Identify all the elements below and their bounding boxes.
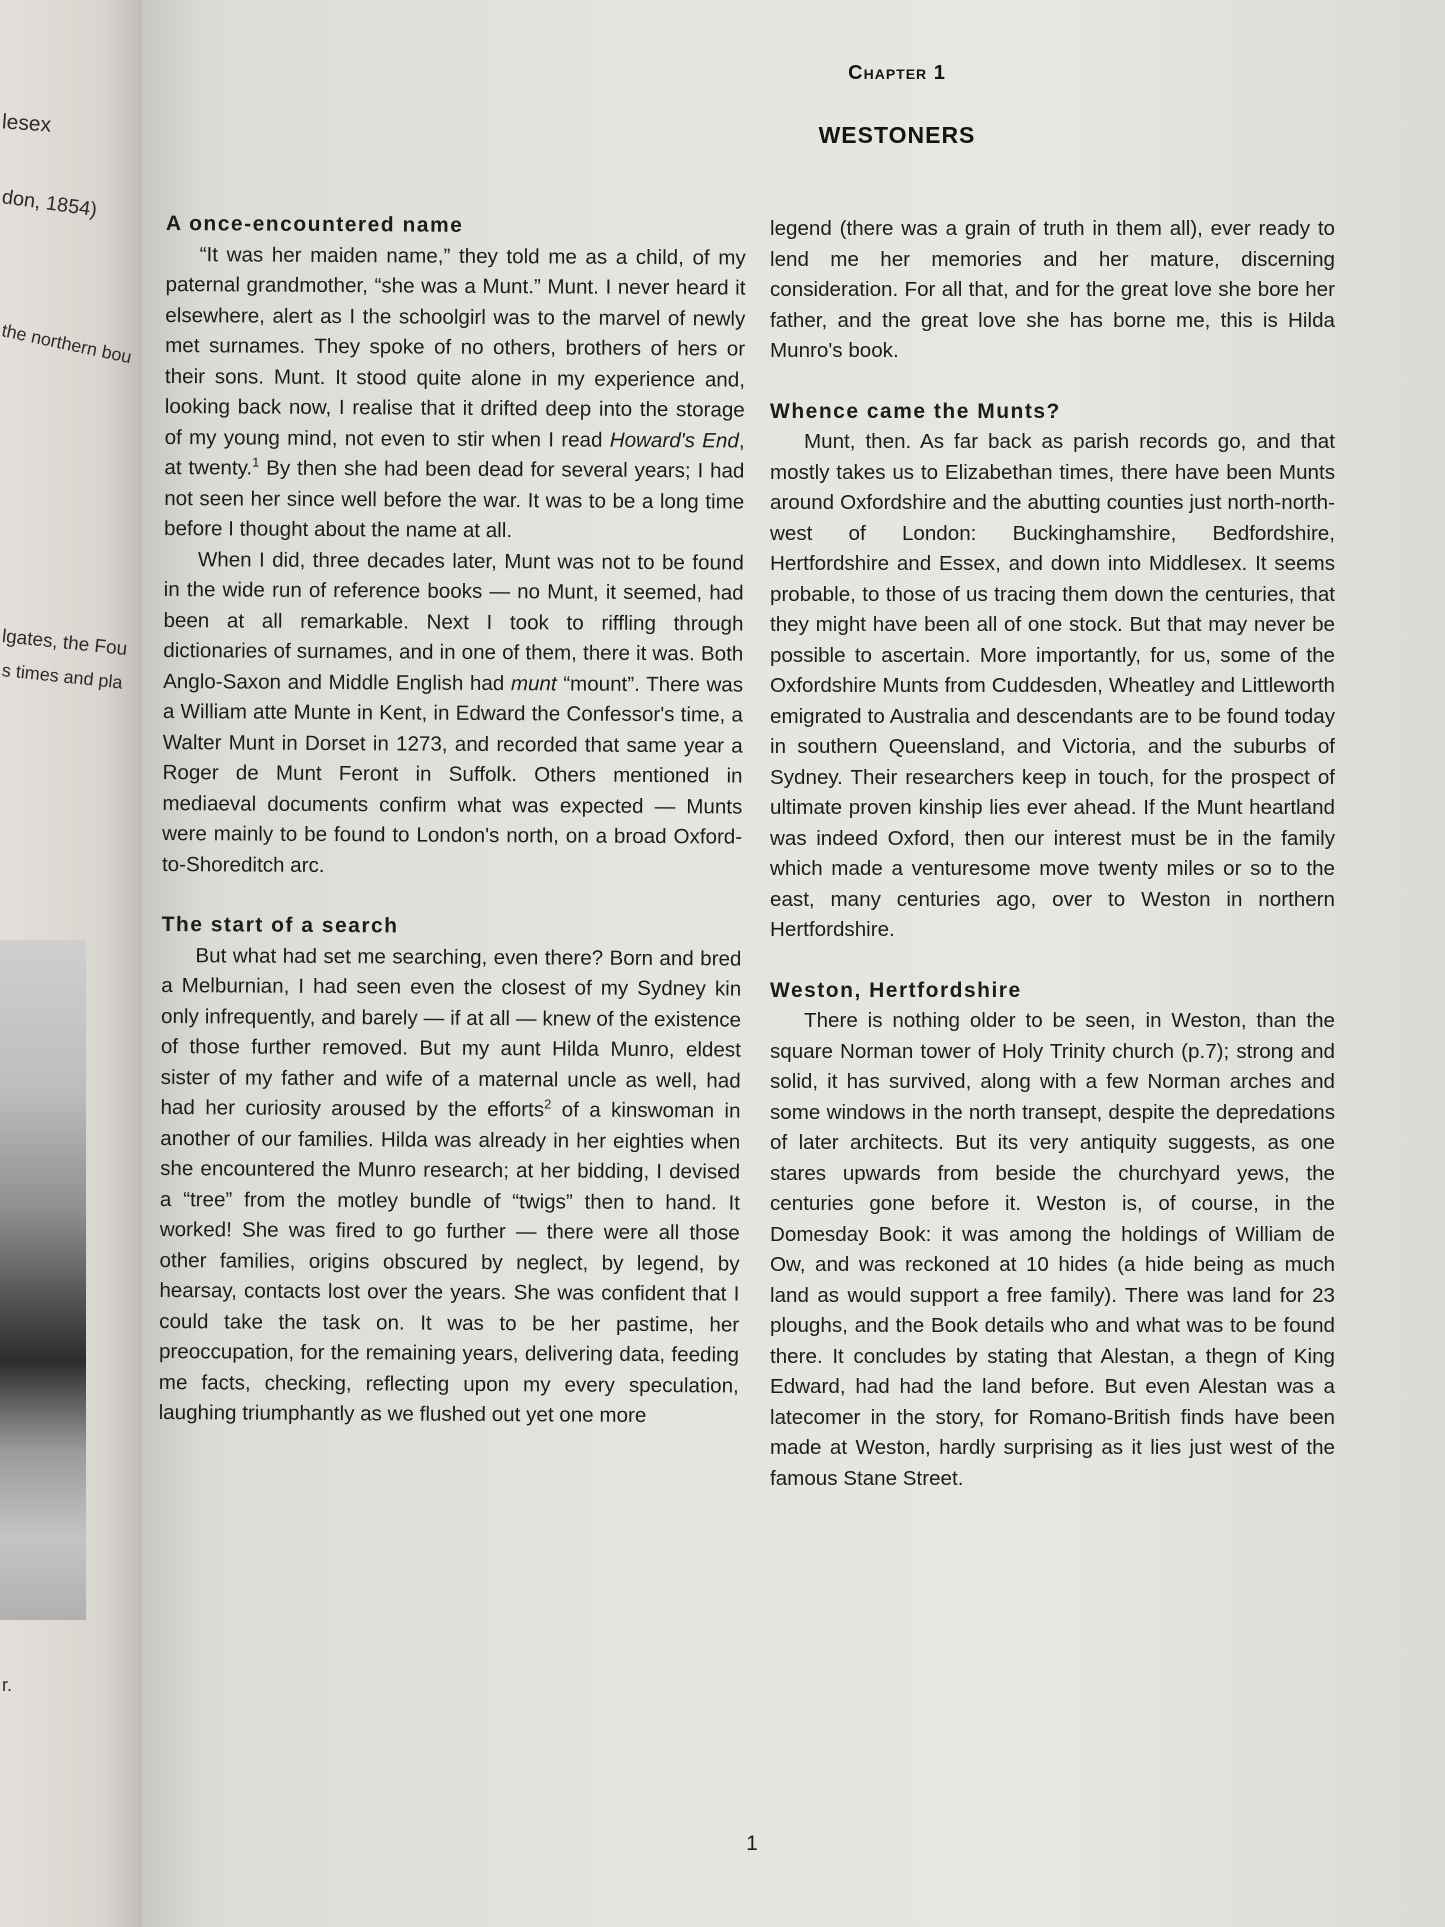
footnote-marker: 2 xyxy=(544,1096,552,1112)
right-column xyxy=(770,214,1335,1494)
paragraph: There is nothing older to be seen, in Weston, than the square Norman tower of Holy Trinity church (p.7); strong and solid, it has survived, along with a few Norman arches and some windows in the north transept, despite the depredations of later architects. But its very antiquity suggests, as one stares upwards from beside the churchyard yews, the centuries gone before it. Weston is, of course, in the Domesday Book: it was among the holdings of William de Ow, and was reckoned at 10 hides (a hide being as much land as would support a free family). There was land for 23 ploughs, and the Book details who and what was to be found there. It concludes by stating that Alestan, a thegn of King Edward, had had the land before. But even Alestan was a latecomer in the story, for Romano-British finds have been made at Weston, hardly surprising as it lies just west of the famous Stane Street. xyxy=(770,1009,1335,1490)
paragraph: “It was her maiden name,” they told me as a child, of my paternal grandmother, “she was a Munt.” Munt. I never heard it elsewhere, alert as I the schoolgirl was to the marvel of newly met surnames. They spoke of no others, brothers of hers or their sons. Munt. It stood quite alone in my experience and, looking back now, I realise that it drifted deep into the storage of my young mind, not even to stir when I read Howard's End, at twenty.$^1$ By then she had been dead for several years; I had not seen her since well before the war. It was to be a long time before I thought about the name at all. xyxy=(163,242,746,543)
left-column xyxy=(159,209,746,1432)
facing-page-fragment: s times and pla xyxy=(1,660,124,693)
chapter-title: WESTONERS xyxy=(818,122,976,148)
section-heading: A once-encountered name xyxy=(165,211,464,237)
section-heading: Weston, Hertfordshire xyxy=(770,978,1022,1002)
paragraph: When I did, three decades later, Munt was not to be found in the wide run of reference books — no Munt, it seemed, had been at all remarkable. Next I took to riffling through dictionaries of surnames, and in one of them, there it was. Both Anglo-Saxon and Middle English had munt “mount”. There was a William atte Munte in Kent, in Edward the Confessor's time, a Walter Munt in Dorset in 1273, and recorded that same year a Roger de Munt Feront in Suffolk. Others mentioned in mediaeval documents confirm what was expected — Munts were mainly to be found to London's north, on a broad Oxford-to-Shoreditch arc. xyxy=(161,547,744,877)
section-heading: Whence came the Munts? xyxy=(770,399,1061,423)
section-heading: The start of a search xyxy=(161,912,399,938)
italic-word: munt xyxy=(510,671,557,695)
facing-page-fragment: lesex xyxy=(1,110,52,137)
paragraph: Munt, then. As far back as parish records go, and that mostly takes us to Elizabethan times, there have been Munts around Oxfordshire and the abutting counties just north-north-west of London: Buckinghamshire, Bedfordshire, Hertfordshire and Essex, and down into Middlesex. It seems probable, to those of us tracing them down the centuries, that they might have been all of one stock. But that may never be possible to ascertain. More importantly, for us, some of the Oxfordshire Munts from Cuddesden, Wheatley and Littleworth emigrated to Australia and descendants are to be found today in southern Queensland, and Victoria, and the suburbs of Sydney. Their researchers keep in touch, for the prospect of ultimate proven kinship lies ever ahead. If the Munt heartland was indeed Oxford, then our interest must be in the family which made a venturesome move twenty miles or so to the east, many centuries ago, over to Weston in northern Hertfordshire. xyxy=(770,430,1335,941)
facing-page xyxy=(0,0,150,1927)
chapter-label: Chapter 1 xyxy=(848,62,946,84)
page-number: 1 xyxy=(746,1832,758,1855)
facing-page-fragment: the northern bou xyxy=(0,320,134,368)
footnote-marker: 1 xyxy=(252,454,260,470)
book-page xyxy=(142,0,1445,1927)
book-title: Howard's End xyxy=(609,428,739,453)
facing-page-fragment: lgates, the Fou xyxy=(0,626,129,661)
paragraph: legend (there was a grain of truth in them all), ever ready to lend me her memories and her mature, discerning consideration. For all that, and for the great love she bore her father, and the great love she has borne me, this is Hilda Munro's book. xyxy=(770,217,1335,362)
facing-page-fragment: r. xyxy=(2,1675,13,1695)
paragraph: But what had set me searching, even there? Born and bred a Melburnian, I had seen even the closest of my Sydney kin only infrequently, and barely — if at all — knew of the existence of those further removed. But my aunt Hilda Munro, eldest sister of my father and wife of a maternal uncle as well, had had her curiosity aroused by the efforts$^2$ of a kinswoman in another of our families. Hilda was already in her eighties when she encountered the Munro research; at her bidding, I devised a “tree” from the motley bundle of “twigs” then to hand. It worked! She was fired to go further — there were all those other families, origins obscured by neglect, by legend, by hearsay, contacts lost over the years. She was confident that I could take the task on. It was to be her pastime, her preoccupation, for the remaining years, delivering data, feeding me facts, checking, reflecting upon my every speculation, laughing triumphantly as we flushed out yet one more xyxy=(158,943,742,1427)
facing-page-photo xyxy=(0,940,86,1620)
facing-page-fragment: don, 1854) xyxy=(0,186,99,222)
